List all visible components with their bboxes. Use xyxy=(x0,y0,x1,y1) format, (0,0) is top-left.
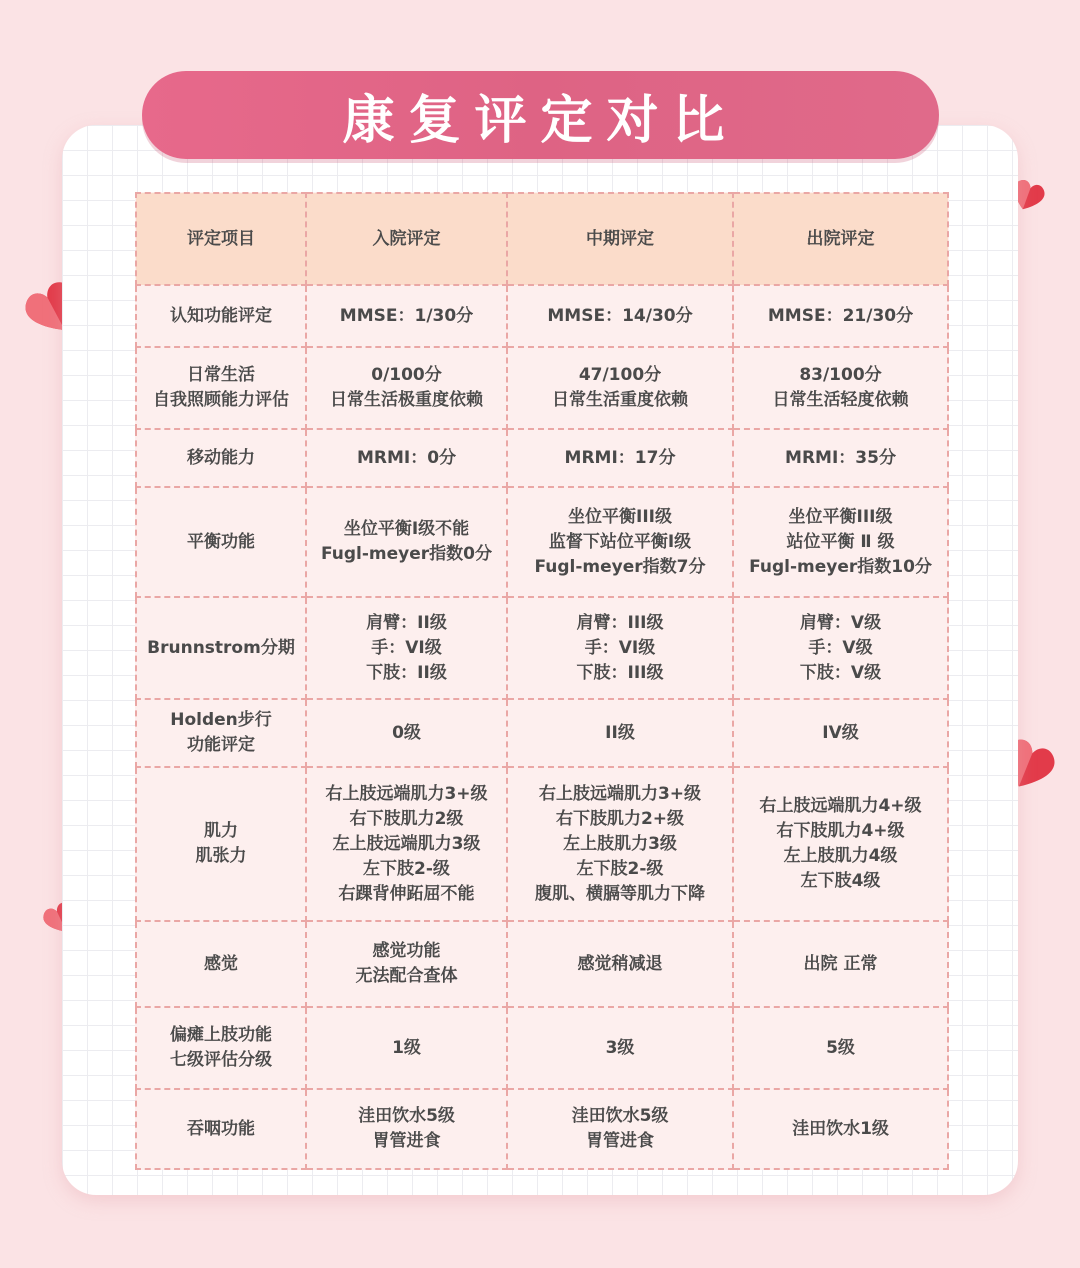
row-label: 平衡功能 xyxy=(136,487,306,597)
table-header-row xyxy=(136,193,948,285)
page-title: 康复评定对比 xyxy=(342,90,739,151)
discharge-cell: 右上肢远端肌力4+级 右下肢肌力4+级 左上肢肌力4级 左下肢4级 xyxy=(733,767,948,921)
midterm-cell: 感觉稍减退 xyxy=(507,921,733,1007)
discharge-cell: 肩臂：V级 手：V级 下肢：V级 xyxy=(733,597,948,699)
row-label: 认知功能评定 xyxy=(136,285,306,347)
admission-cell: 右上肢远端肌力3+级 右下肢肌力2级 左上肢远端肌力3级 左下肢2-级 右踝背伸跖屈不能 xyxy=(306,767,507,921)
row-label: Brunnstrom分期 xyxy=(136,597,306,699)
discharge-cell: 洼田饮水1级 xyxy=(733,1089,948,1169)
admission-cell: 感觉功能 无法配合查体 xyxy=(306,921,507,1007)
midterm-cell: MMSE：14/30分 xyxy=(507,285,733,347)
midterm-cell: MRMI：17分 xyxy=(507,429,733,487)
midterm-cell: 肩臂：III级 手：VI级 下肢：III级 xyxy=(507,597,733,699)
midterm-cell: 右上肢远端肌力3+级 右下肢肌力2+级 左上肢肌力3级 左下肢2-级 腹肌、横膈等肌力下降 xyxy=(507,767,733,921)
admission-cell: MMSE：1/30分 xyxy=(306,285,507,347)
discharge-cell: 5级 xyxy=(733,1007,948,1089)
admission-cell: 肩臂：II级 手：VI级 下肢：II级 xyxy=(306,597,507,699)
row-label: 肌力 肌张力 xyxy=(136,767,306,921)
title-banner xyxy=(142,71,939,159)
table-row xyxy=(136,429,948,487)
row-label: 移动能力 xyxy=(136,429,306,487)
column-header: 入院评定 xyxy=(306,193,507,285)
discharge-cell: MRMI：35分 xyxy=(733,429,948,487)
table-row xyxy=(136,347,948,429)
midterm-cell: 3级 xyxy=(507,1007,733,1089)
table-row xyxy=(136,767,948,921)
midterm-cell: 洼田饮水5级 胃管进食 xyxy=(507,1089,733,1169)
table-row xyxy=(136,1007,948,1089)
admission-cell: 0/100分 日常生活极重度依赖 xyxy=(306,347,507,429)
discharge-cell: 出院 正常 xyxy=(733,921,948,1007)
discharge-cell: 83/100分 日常生活轻度依赖 xyxy=(733,347,948,429)
table-row xyxy=(136,487,948,597)
midterm-cell: II级 xyxy=(507,699,733,767)
discharge-cell: 坐位平衡III级 站位平衡 Ⅱ 级 Fugl-meyer指数10分 xyxy=(733,487,948,597)
assessment-table xyxy=(135,192,949,1170)
admission-cell: 洼田饮水5级 胃管进食 xyxy=(306,1089,507,1169)
admission-cell: 坐位平衡I级不能 Fugl-meyer指数0分 xyxy=(306,487,507,597)
table-row xyxy=(136,285,948,347)
row-label: 偏瘫上肢功能 七级评估分级 xyxy=(136,1007,306,1089)
column-header: 评定项目 xyxy=(136,193,306,285)
table-row xyxy=(136,921,948,1007)
discharge-cell: MMSE：21/30分 xyxy=(733,285,948,347)
midterm-cell: 47/100分 日常生活重度依赖 xyxy=(507,347,733,429)
admission-cell: 1级 xyxy=(306,1007,507,1089)
row-label: 感觉 xyxy=(136,921,306,1007)
midterm-cell: 坐位平衡III级 监督下站位平衡I级 Fugl-meyer指数7分 xyxy=(507,487,733,597)
table-row xyxy=(136,597,948,699)
table-row xyxy=(136,699,948,767)
row-label: 吞咽功能 xyxy=(136,1089,306,1169)
table-row xyxy=(136,1089,948,1169)
row-label: 日常生活 自我照顾能力评估 xyxy=(136,347,306,429)
admission-cell: MRMI：0分 xyxy=(306,429,507,487)
discharge-cell: IV级 xyxy=(733,699,948,767)
column-header: 出院评定 xyxy=(733,193,948,285)
row-label: Holden步行 功能评定 xyxy=(136,699,306,767)
admission-cell: 0级 xyxy=(306,699,507,767)
column-header: 中期评定 xyxy=(507,193,733,285)
